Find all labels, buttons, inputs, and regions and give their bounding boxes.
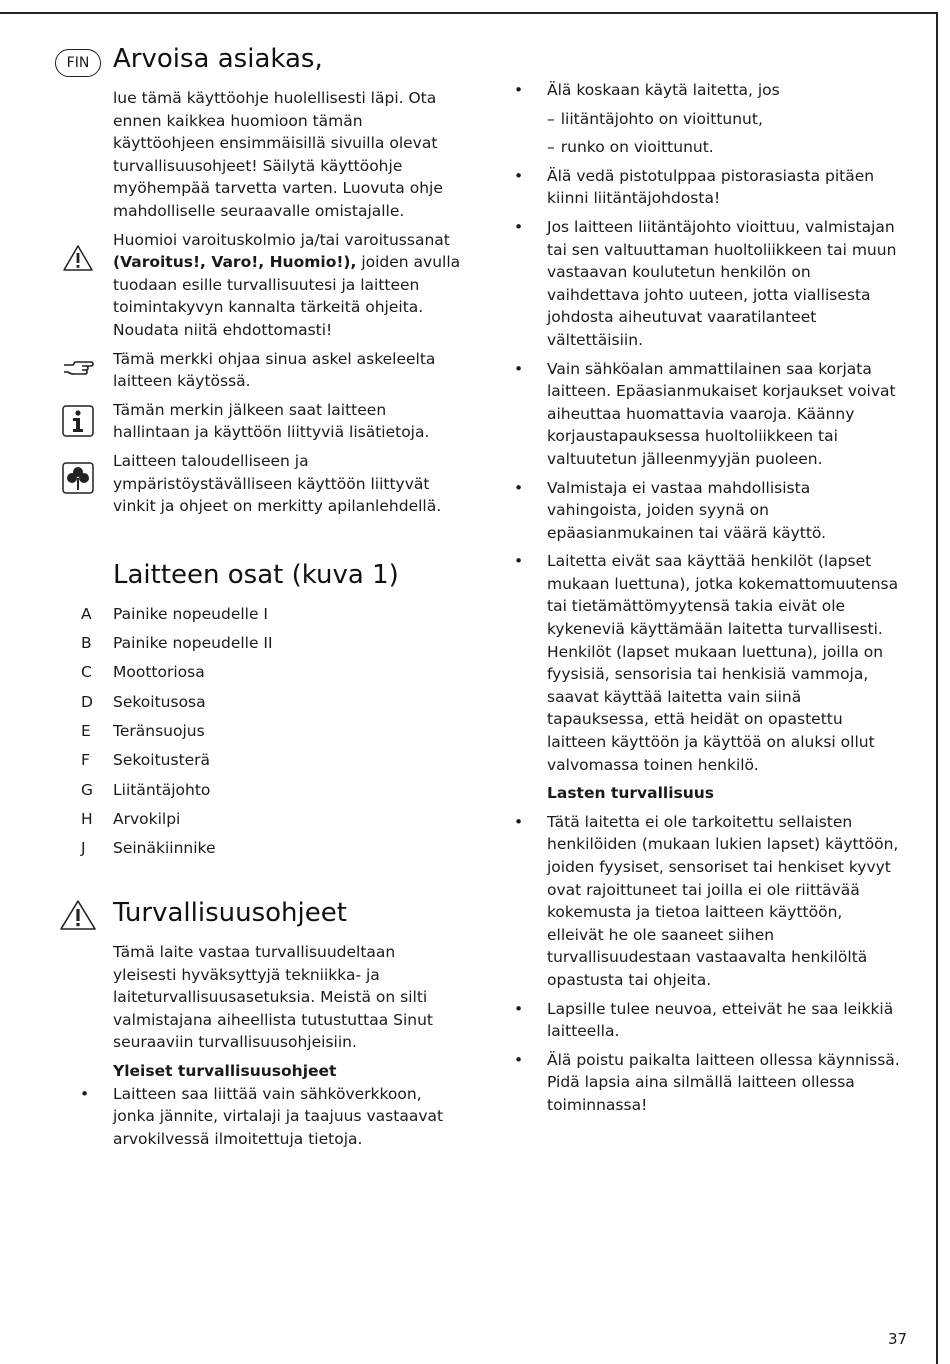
list-item: • Laitetta eivät saa käyttää henkilöt (lapset mukaan luettuna), jotka kokemattomuutensa tai tietämättömyytensä takia eivät ole kykeneviä käyttämään laitetta turvallisesti. Henkilöt (lapset mukaan luettuna), joilla on fyysisiä, sensorisia tai henkisiä vammoja, saavat käyttää laitetta vain siinä tapauksessa, että heidät on opastettu laitteen käyttöön ja käyttöä on aluksi ollut valvomassa toinen henkilö.: [547, 550, 902, 776]
parts-name: Moottoriosa: [113, 663, 205, 681]
parts-name: Arvokilpi: [113, 810, 181, 828]
parts-name: Sekoitusterä: [113, 751, 211, 769]
info-icon: [62, 405, 94, 437]
parts-letter: F: [81, 751, 90, 769]
parts-name: Painike nopeudelle I: [113, 605, 268, 623]
sub-item: – liitäntäjohto on vioittunut,: [547, 109, 763, 128]
safety-right-section: [547, 79, 902, 1123]
general-safety-list: [113, 1083, 463, 1151]
warning-triangle-icon: [59, 899, 97, 931]
parts-name: Teränsuojus: [113, 722, 205, 740]
list-item: • Jos laitteen liitäntäjohto vioittuu, valmistajan tai sen valtuuttaman huoltoliikkeen tai muun vastaavan koulutetun henkilön on vaihdettava johto uuteen, jotta viallisesta johdosta aiheutuvat vaaratilanteet vältettäisiin.: [547, 216, 902, 352]
parts-name: Liitäntäjohto: [113, 781, 211, 799]
parts-name: Painike nopeudelle II: [113, 634, 273, 652]
parts-letter: H: [81, 810, 93, 828]
children-safety-list: [547, 811, 902, 1117]
parts-letter: B: [81, 634, 92, 652]
general-safety-heading: Yleiset turvallisuusohjeet: [113, 1061, 337, 1080]
pointing-hand-icon: [62, 358, 94, 378]
intro-title: Arvoisa asiakas,: [113, 44, 323, 74]
step-note: Tämä merkki ohjaa sinua askel askeleelta laitteen käytössä.: [113, 349, 436, 391]
list-item: • Älä vedä pistotulppaa pistorasiasta pitäen kiinni liitäntäjohdosta!: [547, 165, 902, 210]
list-item: • Valmistaja ei vastaa mahdollisista vahingoista, joiden syynä on epäasianmukainen tai väärä käyttö.: [547, 477, 902, 545]
parts-name: Sekoitusosa: [113, 693, 206, 711]
list-item: • Lapsille tulee neuvoa, etteivät he saa leikkiä laitteella.: [547, 998, 902, 1043]
list-item: • Älä koskaan käytä laitetta, jos – liitäntäjohto on vioittunut, – runko on vioittunut.: [547, 79, 902, 159]
list-item: • Vain sähköalan ammattilainen saa korjata laitteen. Epäasianmukaiset korjaukset voivat aiheuttaa huomattavia vaaroja. Käänny korjaustapauksessa huoltoliikkeen tai valtuutetun jälleenmyyjän puoleen.: [547, 358, 902, 471]
list-item: • Tätä laitetta ei ole tarkoitettu sellaisten henkilöiden (mukaan lukien lapset) käyttöön, joiden fyysiset, sensoriset tai henkiset kyvyt ovat rajoittuneet tai joilla ei ole riittävää kokemusta ja tietoa laitteen käyttöön, elleivät he ole saaneet siihen turvallisuudestaan vastaavalta henkilöltä opastusta tai ohjeita.: [547, 811, 902, 992]
parts-letter: E: [81, 722, 91, 740]
page-frame-right: [936, 12, 938, 1364]
parts-name: Seinäkiinnike: [113, 839, 216, 857]
page-number: 37: [888, 1330, 908, 1348]
warning-triangle-icon: [62, 244, 94, 272]
intro-paragraph: lue tämä käyttöohje huolellisesti läpi. Ota ennen kaikkea huomioon tämän käyttöohjeen ensimmäisillä sivuilla olevat turvallisuusohjeet! Säilytä käyttöohje myöhempää tarvetta varten. Luovuta ohje mahdolliselle seuraavalle omistajalle.: [113, 89, 443, 220]
safety-left-section: [113, 941, 463, 1156]
list-item: • Älä poistu paikalta laitteen ollessa käynnissä. Pidä lapsia aina silmällä laitteen ollessa toiminnassa!: [547, 1049, 902, 1117]
parts-letter: A: [81, 605, 92, 623]
parts-letter: G: [81, 781, 94, 799]
intro-section: [113, 87, 463, 518]
parts-letter: J: [81, 839, 86, 857]
eco-note: Laitteen taloudelliseen ja ympäristöystävälliseen käyttöön liittyvät vinkit ja ohjeet on merkitty apilanlehdellä.: [113, 451, 442, 516]
safety-intro: Tämä laite vastaa turvallisuudeltaan yleisesti hyväksyttyjä tekniikka- ja laiteturvallisuusasetuksia. Meistä on silti valmistajana aiheellista tutustuttaa Sinut seuraaviin turvallisuusohjeisiin.: [113, 943, 434, 1052]
list-item: • Laitteen saa liittää vain sähköverkkoon, jonka jännite, virtalaji ja taajuus vastaavat arvokilvessä ilmoitettuja tietoja.: [113, 1083, 463, 1151]
safety-title: Turvallisuusohjeet: [113, 898, 347, 928]
sub-item: – runko on vioittunut.: [547, 138, 714, 157]
clover-leaf-icon: [62, 462, 94, 494]
parts-letter: D: [81, 693, 93, 711]
parts-letter: C: [81, 663, 92, 681]
warning-note: Huomioi varoituskolmio ja/tai varoitussanat (Varoitus!, Varo!, Huomio!), joiden avulla tuodaan esille turvallisuutesi ja laitteen toimintakyvyn kannalta tärkeitä ohjeita. Noudata niitä ehdottomasti!: [113, 230, 461, 339]
parts-title: Laitteen osat (kuva 1): [113, 560, 399, 590]
info-note: Tämän merkin jälkeen saat laitteen hallintaan ja käyttöön liittyviä lisätietoja.: [113, 400, 430, 442]
children-safety-heading: Lasten turvallisuus: [547, 784, 715, 803]
safety-list: [547, 79, 902, 776]
page-frame-top: [0, 12, 938, 14]
language-badge: FIN: [55, 49, 101, 77]
